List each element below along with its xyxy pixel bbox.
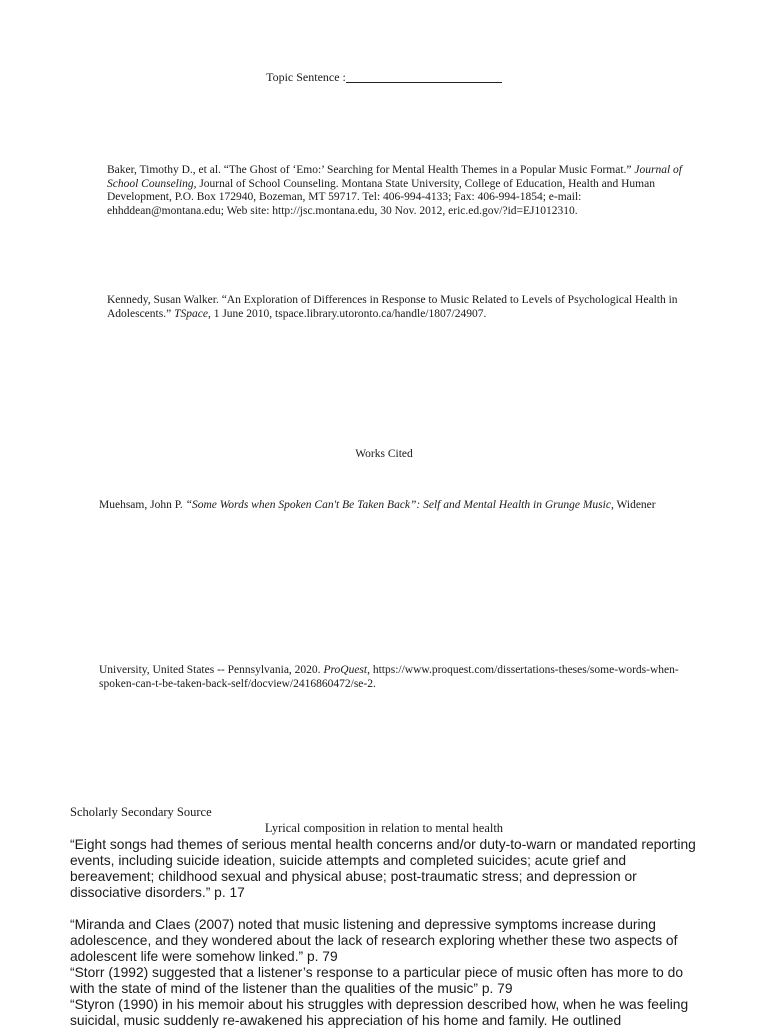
citation-journal: Journal of School Counseling — [107, 164, 682, 190]
citation-text: , 1 June 2010, tspace.library.utoronto.ca/handle/1807/24907. — [207, 307, 487, 320]
citation-text: , Journal of School Counseling. Montana State University, College of Education, Health and Human Development, P.O. Box 172940, Bozeman, MT 59717. Tel: 406-994-4133; Fax: 406-994-1854; e-mail: ehhddean@montana.edu; Web site: http://jsc.montana.edu, 30 Nov. 2012, eric.ed.gov/?id=EJ1012310. — [107, 177, 655, 217]
quote: “Styron (1990) in his memoir about his struggles with depression described how, when he was feeling suicidal, music suddenly re-awakened his appreciation of his home and family. He outlined — [70, 997, 689, 1028]
citation-title: “Some Words when Spoken Can't Be Taken Back”: Self and Mental Health in Grunge Music — [185, 499, 611, 511]
citation-text: Baker, Timothy D., et al. “The Ghost of ‘Emo:’ Searching for Mental Health Themes in a Popular Music Format.” — [107, 164, 635, 176]
topic-sentence-blank — [346, 70, 502, 83]
citation-database: ProQuest — [323, 664, 368, 676]
quote: “Storr (1992) suggested that a listener’s response to a particular piece of music often has more to do with the state of mind of the listener than the qualities of the music” p. 79 — [70, 965, 684, 996]
citation-muehsam-line2 — [99, 664, 699, 691]
quote: “Eight songs had themes of serious mental health concerns and/or duty-to-warn or mandated reporting events, including suicide ideation, suicide attempts and completed suicides; acute grief and bereavement; childhood sexual and physical abuse; post-traumatic stress; and depression or dissociative disorders.” p. 17 — [70, 837, 696, 900]
citation-text: University, United States -- Pennsylvania, 2020. — [99, 664, 324, 676]
section-heading: Lyrical composition in relation to mental health — [264, 821, 504, 835]
citation-text: , https://www.proquest.com/dissertations-theses/some-words-when-spoken-can-t-be-taken-back-self/docview/2416860472/se-2. — [99, 664, 679, 690]
quote: “Miranda and Claes (2007) noted that music listening and depressive symptoms increase during adolescence, and they wondered about the lack of research exploring whether these two aspects of adolescent life were somehow linked.” p. 79 — [70, 917, 678, 964]
citation-muehsam-line1 — [99, 499, 699, 513]
citation-text: Muehsam, John P. — [99, 499, 186, 511]
citation-text: , Widener — [610, 499, 656, 511]
works-cited-title: Works Cited — [355, 448, 413, 460]
topic-sentence — [0, 70, 768, 85]
citation-baker — [107, 164, 697, 218]
citation-journal: TSpace — [174, 307, 208, 320]
citation-kennedy — [107, 294, 697, 321]
citation-text: Kennedy, Susan Walker. “An Exploration of Differences in Response to Music Related to Levels of Psychological Health in Adolescents.” — [107, 294, 678, 320]
section-label: Scholarly Secondary Source — [70, 805, 212, 819]
topic-sentence-label: Topic Sentence : — [266, 70, 346, 84]
quotes-block — [70, 837, 710, 1029]
